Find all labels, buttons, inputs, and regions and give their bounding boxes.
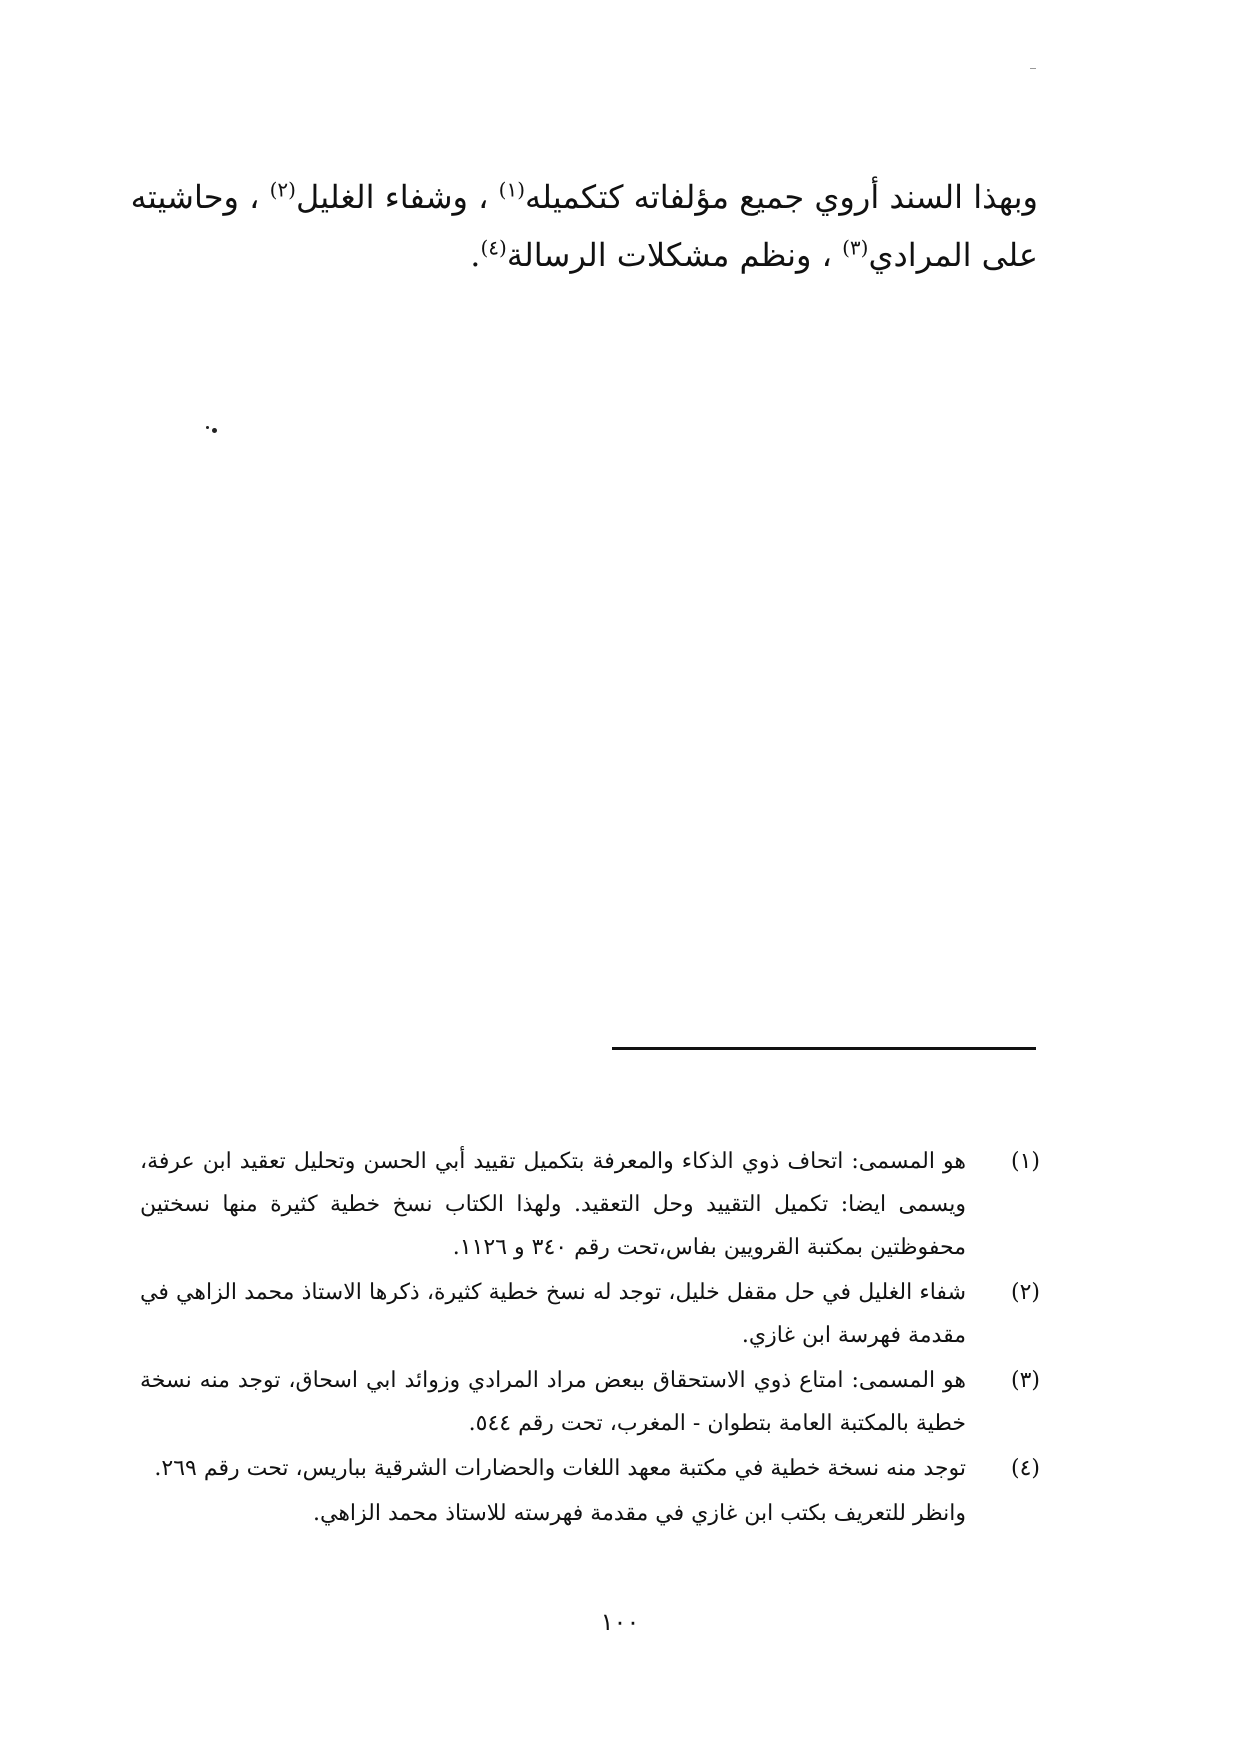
footnote-text: هو المسمى: اتحاف ذوي الذكاء والمعرفة بتكميل تقييد أبي الحسن وتحليل تعقيد ابن عرفة، ويسمى ايضا: تكميل التقييد وحل التعقيد. ولهذا الكتاب نسخ خطية كثيرة منها نسختين محفوظتين بمكتبة القرويين بفاس،تحت رقم ٣٤٠ و ١١٢٦.: [140, 1149, 966, 1260]
footnote-item: [140, 1140, 1040, 1269]
footnote-number: (٤): [1010, 1456, 1040, 1481]
footnote-separator: [612, 1047, 1036, 1050]
footnote-ref-1: (١): [498, 177, 525, 202]
footnote-item: [140, 1271, 1040, 1357]
footnote-number: (١): [1010, 1149, 1040, 1174]
main-text-part: ، وحاشيته على المرادي: [130, 178, 1038, 274]
footnote-ref-2: (٢): [269, 177, 296, 202]
footnote-item: [140, 1359, 1040, 1445]
footnotes-section: [140, 1140, 1040, 1535]
footnote-item: [140, 1447, 1040, 1490]
main-text-period: .: [470, 236, 481, 274]
footnote-ref-3: (٣): [842, 235, 869, 260]
footnote-number: (٢): [1010, 1280, 1040, 1305]
footnote-additional-note: وانظر للتعريف بكتب ابن غازي في مقدمة فهرسته للاستاذ محمد الزاهي.: [312, 1501, 966, 1526]
page-number: ١٠٠: [600, 1608, 640, 1636]
main-text-part: وبهذا السند أروي جميع مؤلفاته كتكميله: [525, 178, 1038, 216]
footnote-text: هو المسمى: امتاع ذوي الاستحقاق ببعض مراد المرادي وزوائد ابي اسحاق، توجد منه نسخة خطية بالمكتبة العامة بتطوان - المغرب، تحت رقم ٥٤٤.: [140, 1368, 966, 1436]
ink-speck: [1030, 68, 1036, 69]
main-paragraph-text: [130, 168, 1038, 284]
footnote-text: شفاء الغليل في حل مقفل خليل، توجد له نسخ خطية كثيرة، ذكرها الاستاذ محمد الزاهي في مقدمة فهرسة ابن غازي.: [140, 1280, 966, 1348]
footnote-text: توجد منه نسخة خطية في مكتبة معهد اللغات والحضارات الشرقية بباريس، تحت رقم ٢٦٩.: [154, 1456, 966, 1481]
footnote-number: (٣): [1010, 1368, 1040, 1393]
main-paragraph: [130, 168, 1038, 284]
ink-speck: [206, 426, 209, 429]
main-text-part: ، وشفاء الغليل: [295, 178, 489, 216]
footnote-ref-4: (٤): [480, 235, 507, 260]
main-text-part: ، ونظم مشكلات الرسالة: [506, 236, 832, 274]
ink-speck: [212, 428, 217, 433]
